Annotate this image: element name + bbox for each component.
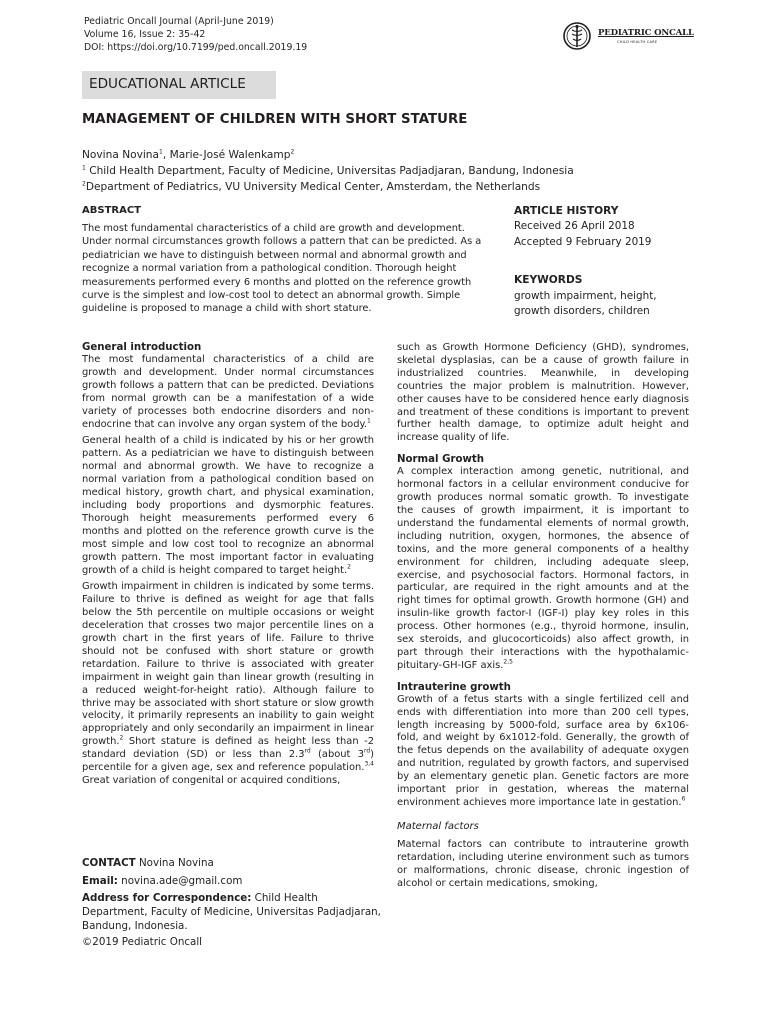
paragraph-text: ) percentile for a given age, sex and reference population. (82, 749, 375, 774)
paragraph (82, 581, 374, 788)
paragraph-text: Growth of a fetus starts with a single fertilized cell and ends with differentiation into more than 200 cell types, length increasing by 5000-fold, surface area by 6x106-fold, and weight by 6x1012-fold. Generally, the growth of the fetus depends on the availability of adequate oxygen and nutrition, regulated by growth factors, and supervised by an elementary genetic plan. Genetic factors are more important prior in gestation, whereas the maternal environment achieves more importance late in gestation. (397, 693, 689, 808)
affiliation-2 (82, 179, 574, 195)
journal-meta (84, 15, 307, 54)
article-type: EDUCATIONAL ARTICLE (89, 76, 246, 92)
paragraph (82, 435, 374, 577)
paragraph: Maternal factors can contribute to intrauterine growth retardation, including uterine environment such as tumors or malformations, chronic disease, chronic ingestion of alcohol or certain medications, smoking, (397, 838, 689, 889)
paragraph-text: (about 3 (310, 749, 364, 761)
affiliation-2-mark: 2 (82, 180, 86, 188)
citation: 3,4 (364, 760, 374, 768)
affiliation-1 (82, 163, 574, 179)
journal-citation: Pediatric Oncall Journal (April-June 2019) (84, 16, 274, 27)
heading-maternal-factors: Maternal factors (397, 820, 479, 832)
author-1: Novina Novina (82, 149, 160, 161)
ordinal-suffix: rd (363, 747, 371, 755)
paragraph-text: Short stature is defined as height less than -2 standard deviation (SD) or less than 2.3 (82, 736, 374, 761)
affiliation-1-mark: 1 (82, 164, 86, 172)
logo-subtitle: CHILD HEALTH CARE (617, 40, 658, 44)
paragraph-text: Great variation of congenital or acquired conditions, (82, 775, 341, 786)
contact-line (82, 856, 382, 872)
journal-volume: Volume 16, Issue 2: 35-42 (84, 29, 206, 40)
heading-general-introduction: General introduction (82, 342, 202, 353)
paragraph: such as Growth Hormone Deficiency (GHD), syndromes, skeletal dysplasias, can be a cause of growth failure in industrialized countries. Meanwhile, in developing countries the major problem is malnutrition. However, other causes have to be considered hence early diagnosis and treatment of these conditions is important to prevent further health damage, to optimize adult height and increase quality of life. (397, 342, 689, 444)
journal-doi[interactable]: DOI: https://doi.org/10.7199/ped.oncall.2019.19 (84, 42, 308, 53)
author-block (82, 147, 574, 195)
paragraph (82, 354, 374, 431)
citation: 6 (681, 795, 686, 803)
received-date: Received 26 April 2018 (514, 220, 635, 232)
heading-normal-growth: Normal Growth (397, 454, 484, 466)
caduceus-logo-icon (562, 20, 592, 52)
contact-block (82, 856, 382, 951)
citation: 2 (347, 563, 351, 571)
article-type-banner (82, 71, 276, 99)
logo-name: PEDIATRIC ONCALL (598, 28, 694, 38)
citation: 1 (367, 417, 371, 425)
keywords-text: growth impairment, height, growth disorders, children (514, 290, 657, 317)
paragraph (397, 466, 689, 673)
author-line (82, 147, 574, 163)
copyright: ©2019 Pediatric Oncall (82, 936, 203, 948)
abstract-heading: ABSTRACT (82, 205, 141, 216)
article-history (514, 205, 690, 250)
email-label: Email: (82, 874, 118, 887)
affiliation-1-text: Child Health Department, Faculty of Medicine, Universitas Padjadjaran, Bandung, Indonesia (85, 165, 574, 177)
contact-label: CONTACT (82, 857, 136, 869)
journal-logo (560, 19, 694, 53)
paragraph-text: The most fundamental characteristics of a child are growth and development. Under normal circumstances growth follows a pattern that can be predicted. Deviations from normal growth can be a manifestation of a wide variety of processes both endocrine disorders and non-endocrine that can involve any organ system of the body. (82, 354, 374, 430)
email-address[interactable]: novina.ade@gmail.com (117, 874, 243, 887)
paragraph (397, 694, 689, 810)
address-label: Address for Correspondence: (82, 892, 252, 904)
citation: 2 (119, 734, 124, 742)
citation: 2,5 (503, 658, 513, 666)
article-history-heading: ARTICLE HISTORY (514, 205, 619, 217)
accepted-date: Accepted 9 February 2019 (514, 236, 652, 248)
abstract-text: The most fundamental characteristics of a child are growth and development. Under normal circumstances growth follows a pattern that can be predicted. As a pediatrician we have to distinguish between normal and abnormal growth and recognize a normal variation from a pathological condition. Thorough height measurements performed every 6 months and plotted on the reference growth curve is the simplest and low-cost tool to detect an abnormal growth. Simple guideline is proposed to manage a child with short stature. (82, 223, 482, 315)
keywords-block (514, 274, 690, 319)
paragraph-text: Growth impairment in children is indicated by some terms. Failure to thrive is defined as weight for age that falls below the 5th percentile on multiple occasions or weight deceleration that crosses two major percentile lines on a growth chart in the first years of life. Failure to thrive should not be confused with short stature or growth retardation. Failure to thrive is associated with greater impairment in weight gain than linear growth (resulting in a reduced weight-for-height ratio). Although failure to thrive may be associated with short stature or slow growth velocity, it primarily represents an inability to gain weight appropriately and only secondarily an impairment in linear growth. (82, 581, 374, 748)
body-column-left (82, 341, 374, 792)
keywords-heading: KEYWORDS (514, 274, 583, 286)
contact-name: Novina Novina (135, 857, 214, 869)
body-column-right (397, 342, 689, 895)
affiliation-2-text: Department of Pediatrics, VU University Medical Center, Amsterdam, the Netherlands (85, 181, 541, 193)
paragraph-text: General health of a child is indicated by his or her growth pattern. As a pediatrician we have to distinguish between normal and abnormal growth. We have to recognize a normal variation from a pathological condition based on medical history, growth chart, and physical examination, including body proportions and dysmorphic features. Thorough height measurements performed every 6 months and plotted on the reference growth curve is the most simple and low cost tool to recognize an abnormal growth pattern. The most important factor in evaluating growth of a child is height compared to target height. (82, 435, 374, 576)
author-separator: , (162, 149, 170, 161)
ordinal-suffix: rd (304, 747, 311, 755)
heading-intrauterine-growth: Intrauterine growth (397, 681, 511, 693)
author-2-affil: 2 (290, 148, 295, 156)
article-title: MANAGEMENT OF CHILDREN WITH SHORT STATURE (82, 112, 468, 127)
author-2: Marie-José Walenkamp (169, 149, 291, 161)
address-line (82, 891, 382, 933)
paragraph-text: A complex interaction among genetic, nutritional, and hormonal factors in a cellular environment conducive for growth produces normal somatic growth. To investigate the causes of growth impairment, it is important to understand the fundamental elements of normal growth, including nutrition, oxygen, hormones, the absence of toxins, and the more general components of a healthy environment for children, including adequate sleep, exercise, and psychosocial factors. Hormonal factors, in particular, are required in the right amounts and at the right times for optimal growth. Growth hormone (GH) and insulin-like growth factor-I (IGF-I) play key roles in this process. Other hormones (e.g., thyroid hormone, insulin, sex steroids, and glucocorticoids) also affect growth, in part through their interactions with the hypothalamic-pituitary-GH-IGF axis. (397, 466, 689, 671)
author-1-affil: 1 (159, 148, 163, 156)
email-line (82, 874, 382, 890)
address-text: Child Health Department, Faculty of Medicine, Universitas Padjadjaran, Bandung, Indonesia. (82, 892, 381, 932)
